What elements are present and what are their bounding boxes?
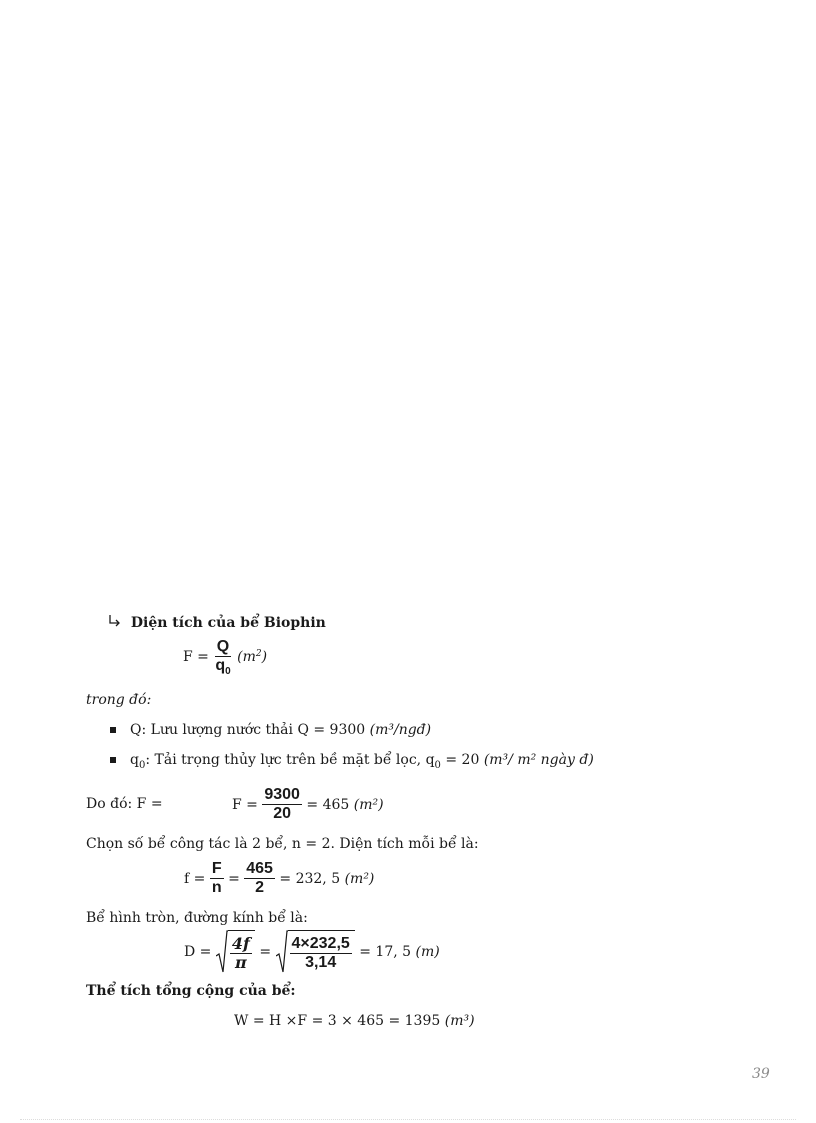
square-bullet-icon [110, 757, 116, 763]
formula-f [183, 638, 267, 676]
section-heading [108, 614, 326, 632]
fraction-numerator: Q [215, 638, 231, 657]
formula-f-lhs: F = [183, 648, 209, 665]
where-label: trong đó: [86, 692, 152, 708]
choose-text: Chọn số bể công tác là 2 bể, n = 2. Diện tích mỗi bể là: [86, 836, 479, 852]
calc-small-f: f = $\frac{F}{n}$ = $\frac{465}{2}$ = 232, 5 (m²) [184, 860, 375, 897]
square-bullet-icon [110, 727, 116, 733]
calc-f: F = $\frac{9300}{20}$ = 465 (m²) [232, 786, 384, 823]
list-item: $q_0$: Tải trọng thủy lực trên bề mặt bể lọc, $q_0 = 20$ (m³/ m² ngày đ) [110, 752, 594, 768]
section-heading-text: Diện tích của bể Biophin [130, 615, 326, 631]
round-text: Bể hình tròn, đường kính bể là: [86, 910, 308, 926]
arrow-bullet-icon [108, 614, 126, 632]
fraction-q-over-q0 [213, 638, 232, 676]
calc-d: D = $\frac{4f}{\pi}$ = $\frac{4\times 232,5}{3,14}$ = 17, 5 (m) [184, 930, 440, 974]
calc-w: W = H ×F = 3 × 465 = 1395 (m³) [234, 1013, 475, 1029]
fraction-9300-over-20: $\frac{9300}{20}$ [264, 786, 300, 823]
fraction-465-over-2: $\frac{465}{2}$ [246, 860, 273, 897]
footer-divider [20, 1119, 796, 1120]
list-item: Q: Lưu lượng nước thải Q = 9300 (m³/ngđ) [110, 722, 431, 738]
page-number: 39 [752, 1066, 770, 1082]
sqrt-numeric: $\frac{4\times 232,5}{3,14}$ [276, 930, 355, 974]
calc-f-prefix: Do đó: F = [86, 796, 163, 812]
formula-f-unit: $(m^2)$ [237, 648, 268, 665]
volume-heading: Thể tích tổng cộng của bể: [86, 983, 296, 999]
sqrt-4f-over-pi: $\frac{4f}{\pi}$ [216, 930, 255, 974]
fraction-f-over-n: $\frac{F}{n}$ [211, 860, 222, 897]
fraction-denominator: $q_0$ [215, 657, 231, 678]
